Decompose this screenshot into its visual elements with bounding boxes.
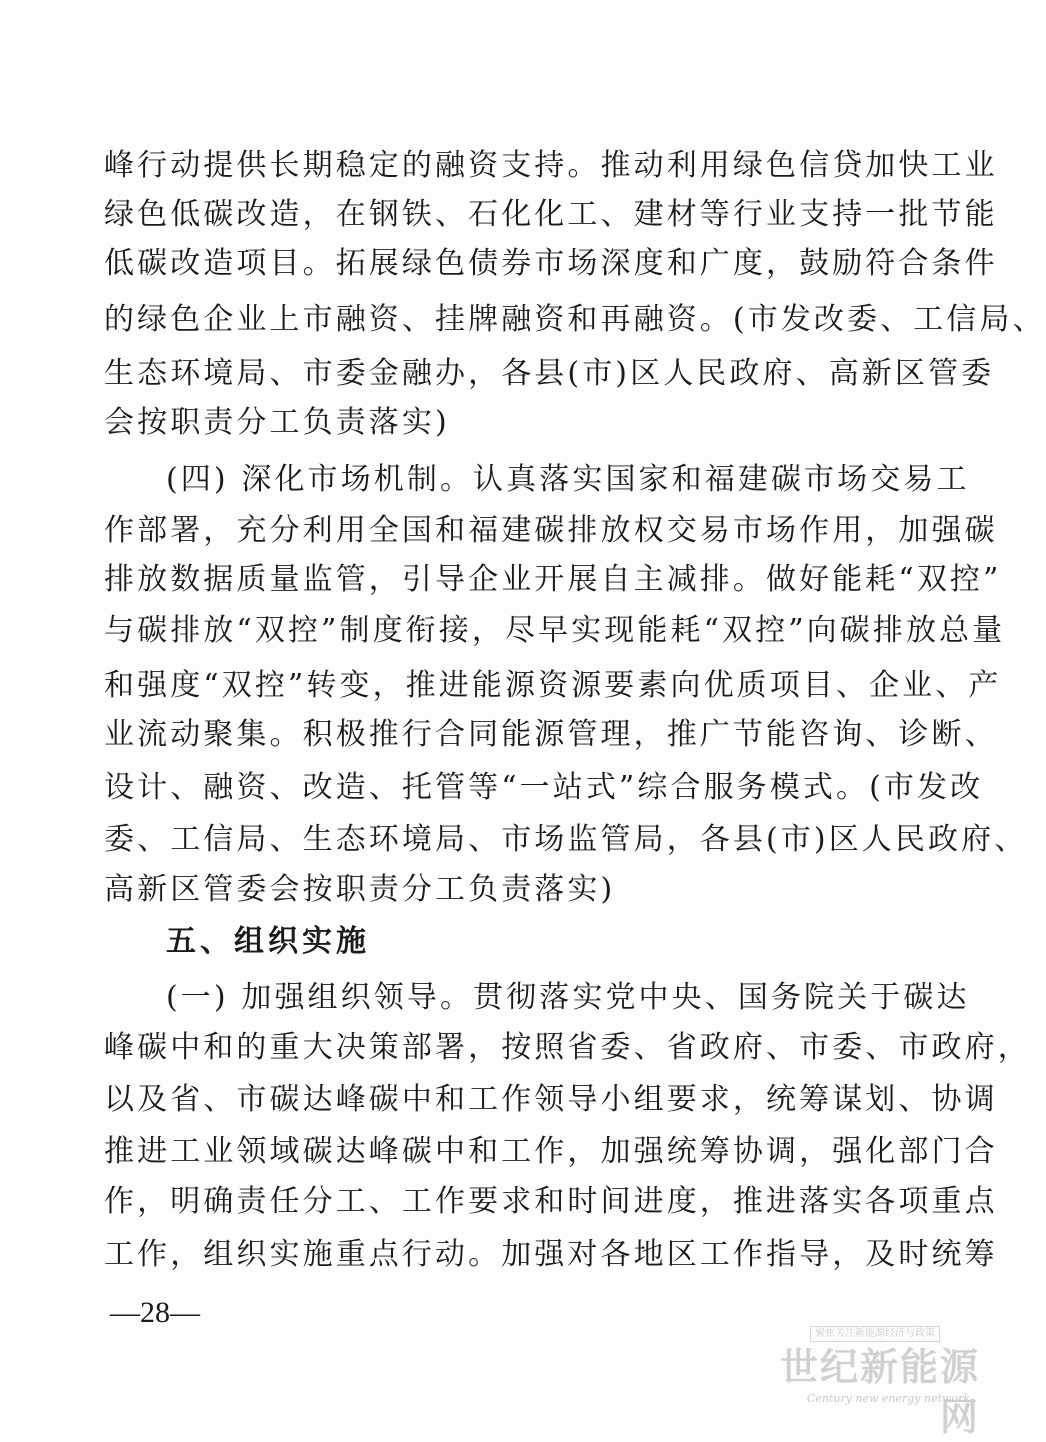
section-subheading-line: (一) 加强组织领导。贯彻落实党中央、国务院关于碳达 xyxy=(166,980,970,1015)
text-line: 以及省、市碳达峰碳中和工作领导小组要求，统筹谋划、协调 xyxy=(104,1082,998,1117)
text-line: 设计、融资、改造、托管等“一站式”综合服务模式。(市发改 xyxy=(104,770,984,805)
text-line: 和强度“双控”转变，推进能源资源要素向优质项目、企业、产 xyxy=(104,668,1002,703)
text-line: 排放数据质量监管，引导企业开展自主减排。做好能耗“双控” xyxy=(104,562,1002,597)
text-line: 业流动聚集。积极推行合同能源管理，推广节能咨询、诊断、 xyxy=(104,717,998,752)
text-line: 的绿色企业上市融资、挂牌融资和再融资。(市发改委、工信局、 xyxy=(104,302,1046,337)
text-line: 绿色低碳改造，在钢铁、石化化工、建材等行业支持一批节能 xyxy=(104,197,998,232)
text-line: 作部署，充分利用全国和福建碳排放权交易市场作用，加强碳 xyxy=(104,513,998,548)
text-line: 工作，组织实施重点行动。加强对各地区工作指导，及时统筹 xyxy=(104,1237,998,1272)
page-number: —28— xyxy=(110,1296,200,1329)
section-subheading-line: (四) 深化市场机制。认真落实国家和福建碳市场交易工 xyxy=(166,462,970,497)
text-line: 生态环境局、市委金融办，各县(市)区人民政府、高新区管委 xyxy=(104,356,995,391)
text-line: 低碳改造项目。拓展绿色债券市场深度和广度，鼓励符合条件 xyxy=(104,246,998,281)
text-line: 峰行动提供长期稳定的融资支持。推动利用绿色信贷加快工业 xyxy=(104,148,998,183)
watermark-title: 世纪新能源网 xyxy=(780,1345,981,1439)
text-line: 作，明确责任分工、工作要求和时间进度，推进落实各项重点 xyxy=(104,1184,998,1219)
text-line: 与碳排放“双控”制度衔接，尽早实现能耗“双控”向碳排放总量 xyxy=(104,613,1006,648)
section-heading: 五、组织实施 xyxy=(166,924,370,959)
watermark-tagline: 聚焦关注新能源经济与政策 xyxy=(810,1326,940,1342)
text-line: 会按职责分工负责落实) xyxy=(104,405,450,440)
text-line: 高新区管委会按职责分工负责落实) xyxy=(104,872,616,907)
text-line: 峰碳中和的重大决策部署，按照省委、省政府、市委、市政府， xyxy=(104,1030,1031,1065)
watermark-logo xyxy=(780,1326,981,1439)
watermark-subtitle: Century new energy network xyxy=(806,1392,970,1405)
text-line: 委、工信局、生态环境局、市场监管局，各县(市)区人民政府、 xyxy=(104,822,1028,857)
text-line: 推进工业领域碳达峰碳中和工作，加强统筹协调，强化部门合 xyxy=(104,1134,998,1169)
